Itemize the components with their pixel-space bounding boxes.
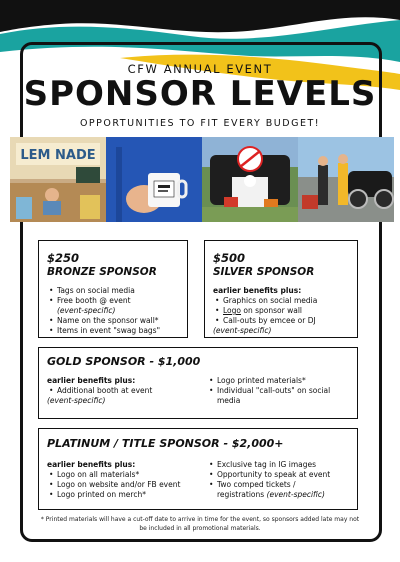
page-subtitle: OPPORTUNITIES TO FIT EVERY BUDGET! [79, 118, 321, 129]
silver-benefits-list [213, 296, 349, 326]
lemonade-stand-photo [10, 137, 106, 222]
platinum-benefit: • Exclusive tag in IG images [207, 460, 353, 470]
lemonade-sign-text: LEM NADE [20, 148, 96, 163]
platinum-benefit: • Two comped tickets / [207, 480, 353, 490]
silver-price: $500 [213, 251, 246, 265]
platinum-sponsor-card [38, 428, 358, 510]
gold-benefit: • Additional booth at event [47, 386, 197, 396]
page-title: SPONSOR LEVELS [23, 74, 377, 114]
platinum-benefit: • Logo on all materials* [47, 470, 207, 480]
platinum-tickets-continued: registrations (event-specific) [217, 490, 325, 499]
bronze-event-note: (event-specific) [57, 306, 116, 315]
platinum-benefit: • Logo printed on merch* [47, 490, 207, 500]
platinum-right-list [207, 460, 353, 490]
event-eyebrow: CFW ANNUAL EVENT [127, 62, 273, 76]
silver-sponsor-card [204, 240, 358, 338]
silver-benefit: • Graphics on social media [213, 296, 349, 306]
gold-left-column [47, 376, 197, 406]
classic-car-photo [298, 137, 394, 222]
silver-lead: earlier benefits plus: [213, 286, 302, 295]
platinum-left-list [47, 470, 207, 500]
gold-left-list [47, 386, 197, 396]
silver-benefit: • Logo on sponsor wall [213, 306, 349, 316]
gold-lead: earlier benefits plus: [47, 376, 136, 385]
bronze-benefits-list-2 [47, 316, 179, 336]
gold-sponsor-card [38, 347, 358, 419]
platinum-title: PLATINUM / TITLE SPONSOR - $2,000+ [47, 437, 284, 450]
mug-photo [106, 137, 202, 222]
bronze-price: $250 [47, 251, 80, 265]
silver-title: SILVER SPONSOR [213, 266, 315, 278]
bronze-sponsor-card [38, 240, 188, 338]
bronze-benefit: • Tags on social media [47, 286, 179, 296]
ghost-display-photo [202, 137, 298, 222]
bronze-benefits-list [47, 286, 179, 306]
platinum-benefit: • Logo on website and/or FB event [47, 480, 207, 490]
silver-event-note: (event-specific) [213, 326, 272, 335]
gold-benefit: • Individual "call-outs" on social media [207, 386, 351, 406]
platinum-benefit: • Opportunity to speak at event [207, 470, 353, 480]
bronze-benefit: • Name on the sponsor wall* [47, 316, 179, 326]
bronze-benefit: • Free booth @ event [47, 296, 179, 306]
silver-benefit: • Call-outs by emcee or DJ [213, 316, 349, 326]
photo-strip [10, 137, 394, 222]
bronze-title: BRONZE SPONSOR [47, 266, 157, 278]
gold-event-note: (event-specific) [47, 396, 106, 405]
footnote: * Printed materials will have a cut-off date to arrive in time for the event, so sponsors added late may not be included in all promotional materials. [40, 516, 360, 532]
platinum-left-column [47, 460, 207, 500]
platinum-lead: earlier benefits plus: [47, 460, 136, 469]
gold-benefit: • Logo printed materials* [207, 376, 351, 386]
gold-right-list [207, 376, 351, 406]
gold-title: GOLD SPONSOR - $1,000 [47, 355, 201, 368]
bronze-benefit: • Items in event "swag bags" [47, 326, 179, 336]
